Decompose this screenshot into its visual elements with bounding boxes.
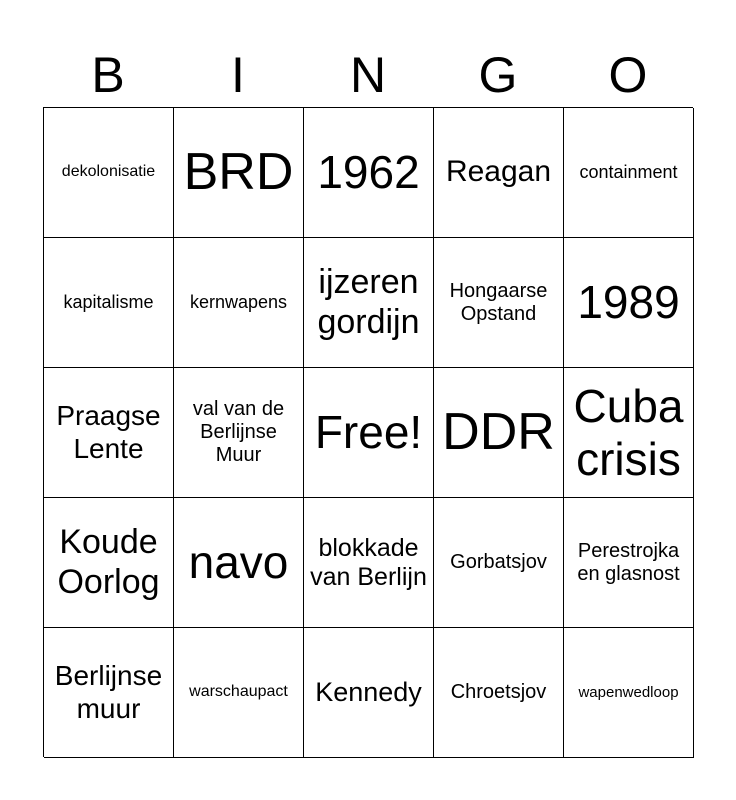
bingo-cell-r5c2[interactable] — [174, 628, 304, 758]
cell-text: Perestrojka en glasnost — [577, 539, 680, 585]
bingo-cell-free[interactable] — [304, 368, 434, 498]
bingo-cell-r4c5[interactable] — [564, 498, 694, 628]
cell-text: 1962 — [317, 146, 420, 199]
bingo-cell-r5c1[interactable] — [44, 628, 174, 758]
cell-text: kernwapens — [189, 292, 288, 313]
cell-text: containment — [579, 162, 678, 183]
bingo-cell-r4c4[interactable] — [434, 498, 564, 628]
cell-text: blokkade van Berlijn — [310, 533, 427, 591]
cell-text: Cuba crisis — [573, 379, 684, 485]
header-letter-g: G — [478, 47, 518, 103]
bingo-cell-r4c2[interactable] — [174, 498, 304, 628]
cell-text: Gorbatsjov — [450, 551, 547, 573]
bingo-cell-r3c4[interactable] — [434, 368, 564, 498]
bingo-cell-r3c1[interactable] — [44, 368, 174, 498]
cell-text: Reagan — [445, 155, 552, 189]
cell-text: ijzeren gordijn — [317, 263, 420, 341]
header-letter-o: O — [608, 47, 648, 103]
bingo-cell-r1c5[interactable] — [564, 108, 694, 238]
cell-text: Koude Oorlog — [57, 523, 160, 601]
bingo-cell-r1c2[interactable] — [174, 108, 304, 238]
bingo-cell-r5c4[interactable] — [434, 628, 564, 758]
cell-text: wapenwedloop — [578, 683, 679, 701]
cell-text: dekolonisatie — [61, 163, 156, 181]
bingo-board — [43, 107, 693, 757]
cell-text: Praagse Lente — [56, 400, 161, 464]
bingo-cell-r2c2[interactable] — [174, 238, 304, 368]
bingo-cell-r5c5[interactable] — [564, 628, 694, 758]
cell-text: BRD — [183, 142, 294, 201]
bingo-cell-r2c3[interactable] — [304, 238, 434, 368]
bingo-cell-r2c5[interactable] — [564, 238, 694, 368]
bingo-cell-r5c3[interactable] — [304, 628, 434, 758]
bingo-cell-r3c2[interactable] — [174, 368, 304, 498]
cell-text: warschaupact — [189, 683, 288, 701]
bingo-cell-r2c1[interactable] — [44, 238, 174, 368]
bingo-header — [43, 44, 693, 106]
bingo-cell-r1c3[interactable] — [304, 108, 434, 238]
cell-text: Hongaarse Opstand — [449, 279, 548, 325]
cell-text: Free! — [314, 406, 423, 459]
bingo-cell-r3c5[interactable] — [564, 368, 694, 498]
cell-text: 1989 — [577, 276, 680, 329]
header-letter-b: B — [91, 47, 125, 103]
bingo-cell-r2c4[interactable] — [434, 238, 564, 368]
bingo-cell-r1c1[interactable] — [44, 108, 174, 238]
cell-text: kapitalisme — [63, 292, 154, 313]
cell-text: Chroetsjov — [450, 681, 547, 703]
bingo-cell-r1c4[interactable] — [434, 108, 564, 238]
cell-text: Kennedy — [315, 676, 422, 707]
cell-text: DDR — [442, 402, 555, 461]
bingo-cell-r4c3[interactable] — [304, 498, 434, 628]
header-letter-n: N — [349, 47, 387, 103]
cell-text: navo — [188, 536, 289, 589]
header-letter-i: I — [231, 47, 245, 103]
cell-text: val van de Berlijnse Muur — [192, 398, 285, 466]
cell-text: Berlijnse muur — [54, 660, 163, 724]
bingo-cell-r4c1[interactable] — [44, 498, 174, 628]
